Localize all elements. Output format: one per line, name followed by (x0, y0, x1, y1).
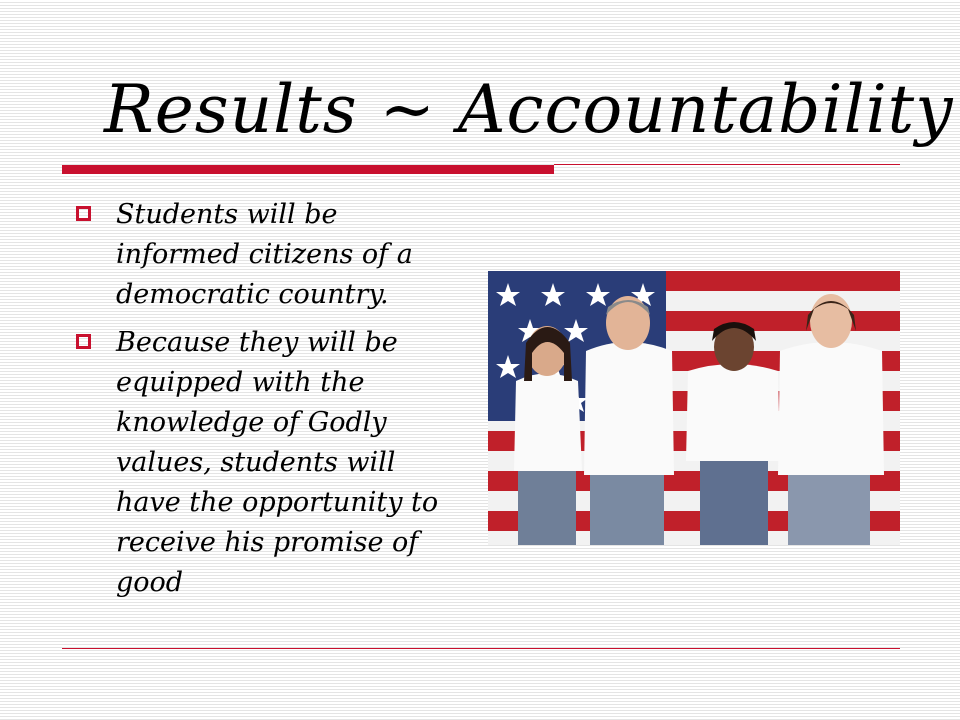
bullet-text: Students will be informed citizens of a democratic country. (116, 199, 413, 310)
title-underline-line (554, 164, 900, 165)
square-bullet-icon (76, 206, 91, 221)
square-bullet-icon (76, 334, 91, 349)
bullet-list (76, 195, 456, 611)
slide-title: Results ~ Accountability (104, 71, 954, 148)
title-underline-bar (62, 165, 554, 174)
footer-line (62, 648, 900, 649)
bullet-text: Because they will be equipped with the knowledge of Godly values, students will have the opportunity to receive his promise of good (116, 327, 439, 598)
bullet-item (76, 195, 456, 315)
students-flag-photo (488, 271, 900, 545)
bullet-item (76, 323, 456, 603)
